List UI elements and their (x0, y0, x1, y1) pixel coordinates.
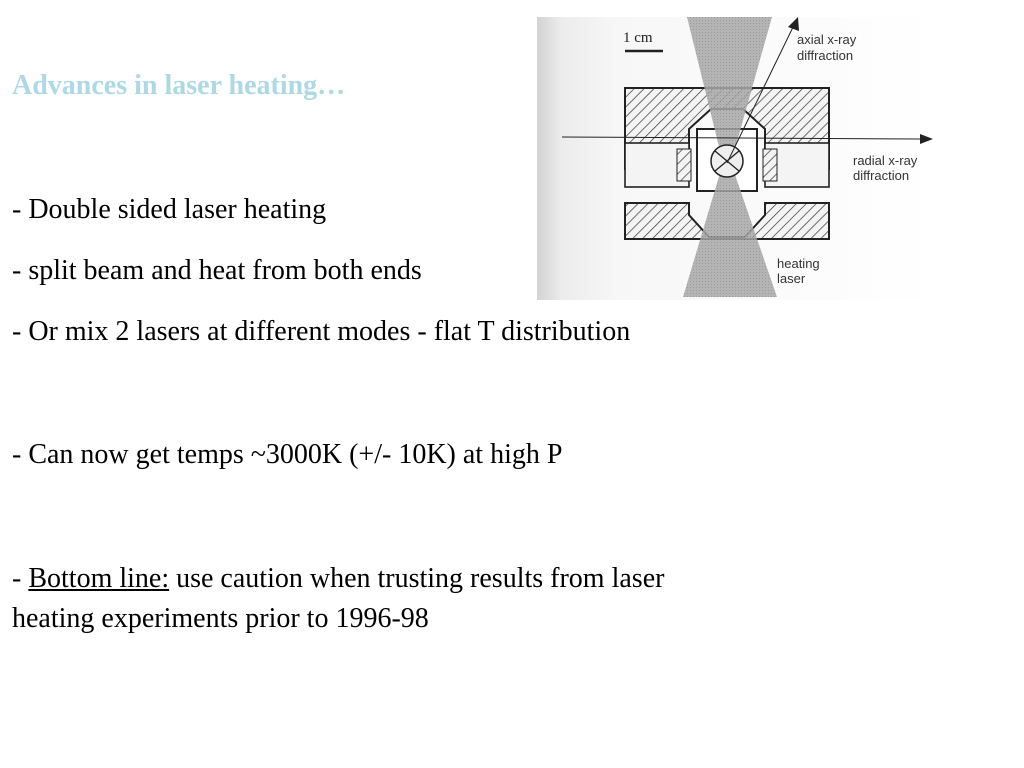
right-port-seat (763, 149, 777, 181)
radial-label-line1: radial x-ray (853, 153, 918, 168)
left-port-seat (677, 149, 691, 181)
axial-label-line1: axial x-ray (797, 32, 857, 47)
bullet-mix-lasers: - Or mix 2 lasers at different modes - flat T distribution (12, 316, 631, 347)
laser-label-line2: laser (777, 271, 806, 286)
scale-label: 1 cm (623, 30, 653, 46)
bullet-split-beam: - split beam and heat from both ends (12, 255, 422, 286)
bottom-line-continuation: heating experiments prior to 1996-98 (12, 603, 429, 634)
radial-label-line2: diffraction (853, 168, 910, 183)
slide-title: Advances in laser heating… (12, 70, 346, 101)
diamond-anvil-cell-diagram (537, 17, 938, 300)
bullet-temps: - Can now get temps ~3000K (+/- 10K) at high P (12, 439, 563, 470)
bottom-line-text: use caution when trusting results from laser (169, 563, 665, 594)
bullet-double-sided: - Double sided laser heating (12, 194, 327, 225)
bottom-line-emphasis: Bottom line: (28, 563, 170, 594)
bullet-bottom-line (12, 562, 664, 596)
bottom-line-prefix: - (12, 563, 29, 594)
laser-label-line1: heating (777, 256, 820, 271)
axial-label-line2: diffraction (797, 48, 854, 63)
